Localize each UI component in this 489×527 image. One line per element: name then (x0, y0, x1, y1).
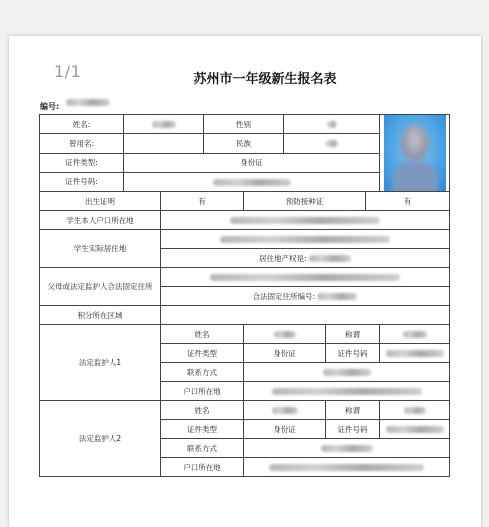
guardian1-id-type-label: 证件类型 (161, 344, 244, 363)
points-district-label: 积分所在区域 (40, 306, 161, 325)
guardian1-name-label: 姓名 (161, 325, 244, 344)
vaccine-cert-label: 预防接种证 (244, 192, 366, 211)
guardian2-contact-value (244, 439, 450, 458)
household-reg-label: 学生本人户口所在地 (40, 211, 161, 230)
guardian2-household-label: 户口所在地 (161, 458, 244, 477)
guardian2-household-value (244, 458, 450, 477)
guardian2-id-type-label: 证件类型 (161, 420, 244, 439)
guardian2-id-type-value: 身份证 (244, 420, 326, 439)
guardian1-id-number-value (380, 344, 450, 363)
former-name-value (124, 134, 204, 153)
guardian2-relation-label: 称谓 (326, 401, 380, 420)
number-label: 编号: (40, 102, 60, 111)
guardian1-section-label: 法定监护人1 (40, 325, 161, 401)
fixed-address-number-label: 合法固定住所编号: (252, 291, 316, 301)
id-number-value (124, 172, 380, 191)
guardian2-id-number-value (380, 420, 450, 439)
actual-residence-value (161, 230, 450, 249)
guardian2-contact-label: 联系方式 (161, 439, 244, 458)
guardian1-id-type-value: 身份证 (244, 344, 326, 363)
photo-cell (380, 115, 450, 192)
actual-residence-label: 学生实际居住地 (40, 230, 161, 268)
guardian1-contact-value (244, 363, 450, 382)
guardian-address-label: 父母或法定监护人合法固定住所 (40, 268, 161, 306)
ethnicity-label: 民族 (204, 134, 284, 153)
id-type-label: 证件类型: (40, 153, 124, 172)
guardian2-id-number-label: 证件号码 (326, 420, 380, 439)
guardian1-contact-label: 联系方式 (161, 363, 244, 382)
guardian1-relation-label: 称谓 (326, 325, 380, 344)
property-holder-row (161, 249, 450, 268)
guardian1-household-label: 户口所在地 (161, 382, 244, 401)
guardian1-relation-value (380, 325, 450, 344)
vaccine-cert-value: 有 (366, 192, 450, 211)
fixed-address-number-row (161, 287, 450, 306)
registration-form-table (39, 114, 450, 477)
name-label: 姓名: (40, 115, 124, 134)
household-reg-value (161, 211, 450, 230)
guardian2-name-value (244, 401, 326, 420)
student-photo (384, 115, 446, 191)
property-holder-label: 居住地产权是: (259, 253, 307, 263)
gender-value (284, 115, 380, 134)
points-district-value (161, 306, 450, 325)
guardian-address-value (161, 268, 450, 287)
guardian1-id-number-label: 证件号码 (326, 344, 380, 363)
guardian1-name-value (244, 325, 326, 344)
birth-cert-value: 有 (161, 192, 244, 211)
number-value-redacted (66, 99, 110, 106)
birth-cert-label: 出生证明 (40, 192, 161, 211)
gender-label: 性别 (204, 115, 284, 134)
name-value (124, 115, 204, 134)
page-indicator: 1/1 (54, 62, 82, 81)
guardian2-relation-value (380, 401, 450, 420)
guardian2-section-label: 法定监护人2 (40, 401, 161, 477)
form-title: 苏州市一年级新生报名表 (193, 72, 337, 87)
former-name-label: 曾用名: (40, 134, 124, 153)
ethnicity-value (284, 134, 380, 153)
id-number-label: 证件号码: (40, 172, 124, 191)
guardian1-household-value (244, 382, 450, 401)
guardian2-name-label: 姓名 (161, 401, 244, 420)
id-type-value: 身份证 (124, 153, 380, 172)
